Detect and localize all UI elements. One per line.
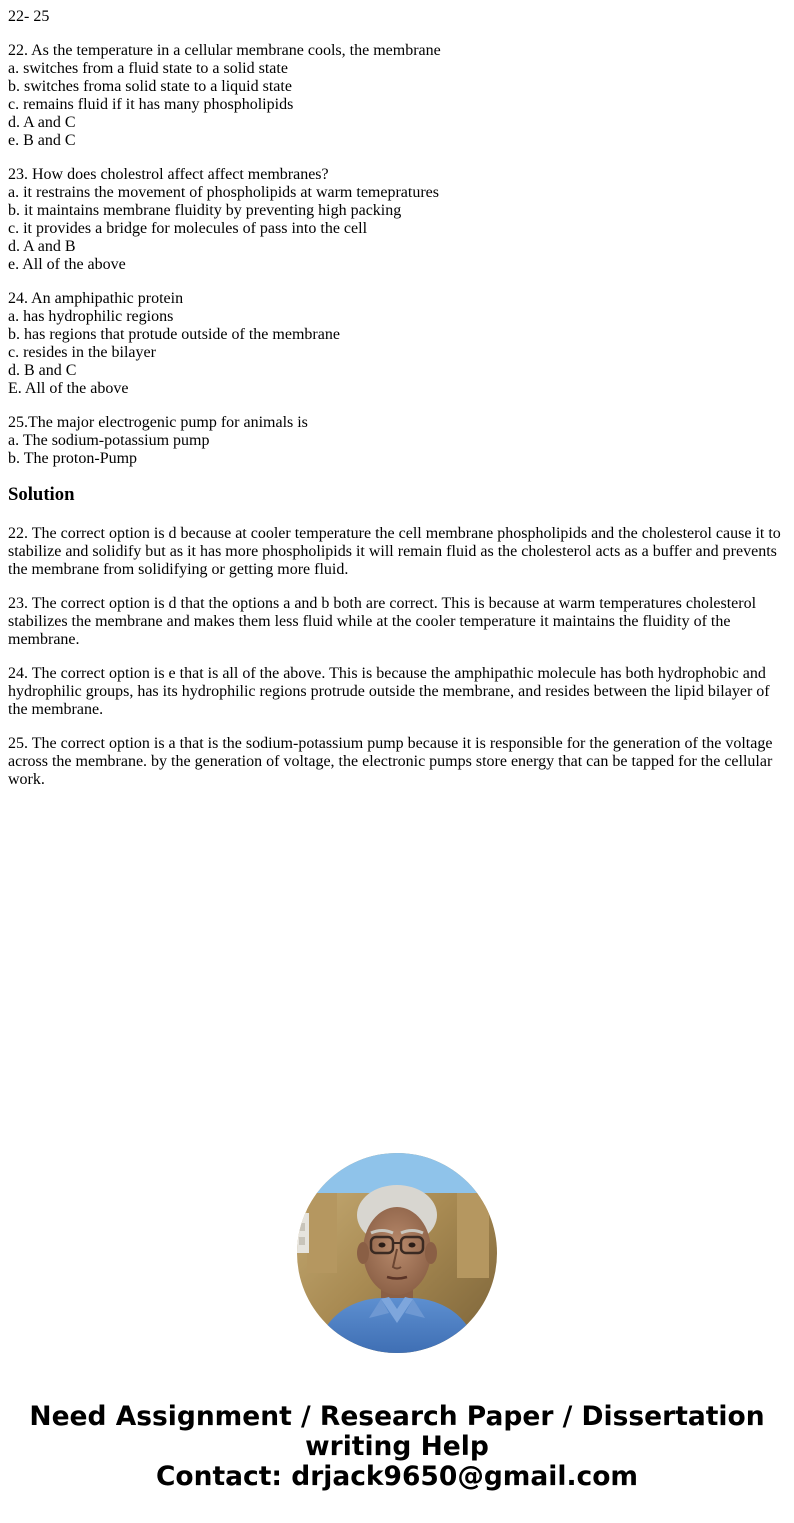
question-option: a. has hydrophilic regions bbox=[8, 308, 174, 325]
answer-23: 23. The correct option is d that the options a and b both are correct. This is because at warm temperatures cholesterol stabilizes the membrane and makes them less fluid while at the cooler temperature it maintains the fluidity of the membrane. bbox=[8, 595, 757, 648]
section-range-text: 22- 25 bbox=[8, 8, 50, 25]
question-option: d. A and C bbox=[8, 114, 76, 131]
answer-24: 24. The correct option is e that is all of the above. This is because the amphipathic molecule has both hydrophobic and hydrophilic groups, has its hydrophilic regions protrude outside the membrane, and resides between the lipid bilayer of the membrane. bbox=[8, 665, 770, 718]
question-stem: 25.The major electrogenic pump for animals is bbox=[8, 414, 308, 431]
question-option: b. has regions that protude outside of the membrane bbox=[8, 326, 340, 343]
solution-heading: Solution bbox=[8, 484, 75, 505]
author-avatar bbox=[297, 1153, 497, 1353]
question-option: c. it provides a bridge for molecules of pass into the cell bbox=[8, 220, 368, 237]
question-option: e. All of the above bbox=[8, 256, 126, 273]
question-option: E. All of the above bbox=[8, 380, 129, 397]
question-stem: 23. How does cholestrol affect affect membranes? bbox=[8, 166, 329, 183]
promo-contact-line: Contact: drjack9650@gmail.com bbox=[155, 1461, 639, 1492]
document-body bbox=[8, 8, 786, 805]
question-23 bbox=[8, 166, 786, 274]
question-22 bbox=[8, 42, 786, 150]
question-option: b. The proton-Pump bbox=[8, 450, 138, 467]
question-option: c. remains fluid if it has many phospholipids bbox=[8, 96, 294, 113]
question-option: a. switches from a fluid state to a solid state bbox=[8, 60, 288, 77]
question-option: d. B and C bbox=[8, 362, 77, 379]
answer-22: 22. The correct option is d because at cooler temperature the cell membrane phospholipids and the cholesterol cause it to stabilize and solidify but as it has more phospholipids it will remain fluid as the cholesterol acts as a buffer and prevents the membrane from solidifying or getting more fluid. bbox=[8, 525, 781, 578]
question-24 bbox=[8, 290, 786, 398]
section-range bbox=[8, 8, 786, 26]
answer-25: 25. The correct option is a that is the sodium-potassium pump because it is responsible for the generation of the voltage across the membrane. by the generation of voltage, the electronic pumps store energy that can be tapped for the cellular work. bbox=[8, 735, 773, 788]
question-option: a. it restrains the movement of phospholipids at warm temepratures bbox=[8, 184, 439, 201]
question-option: e. B and C bbox=[8, 132, 76, 149]
question-option: b. switches froma solid state to a liquid state bbox=[8, 78, 292, 95]
question-25 bbox=[8, 414, 786, 468]
question-option: a. The sodium-potassium pump bbox=[8, 432, 210, 449]
question-stem: 22. As the temperature in a cellular membrane cools, the membrane bbox=[8, 42, 441, 59]
question-stem: 24. An amphipathic protein bbox=[8, 290, 184, 307]
author-portrait-image bbox=[297, 1153, 497, 1353]
question-option: b. it maintains membrane fluidity by preventing high packing bbox=[8, 202, 402, 219]
question-option: d. A and B bbox=[8, 238, 76, 255]
question-option: c. resides in the bilayer bbox=[8, 344, 156, 361]
promo-line-2: writing Help bbox=[305, 1431, 489, 1462]
promo-line-1: Need Assignment / Research Paper / Dissertation bbox=[29, 1401, 765, 1432]
promo-footer bbox=[0, 1402, 794, 1492]
